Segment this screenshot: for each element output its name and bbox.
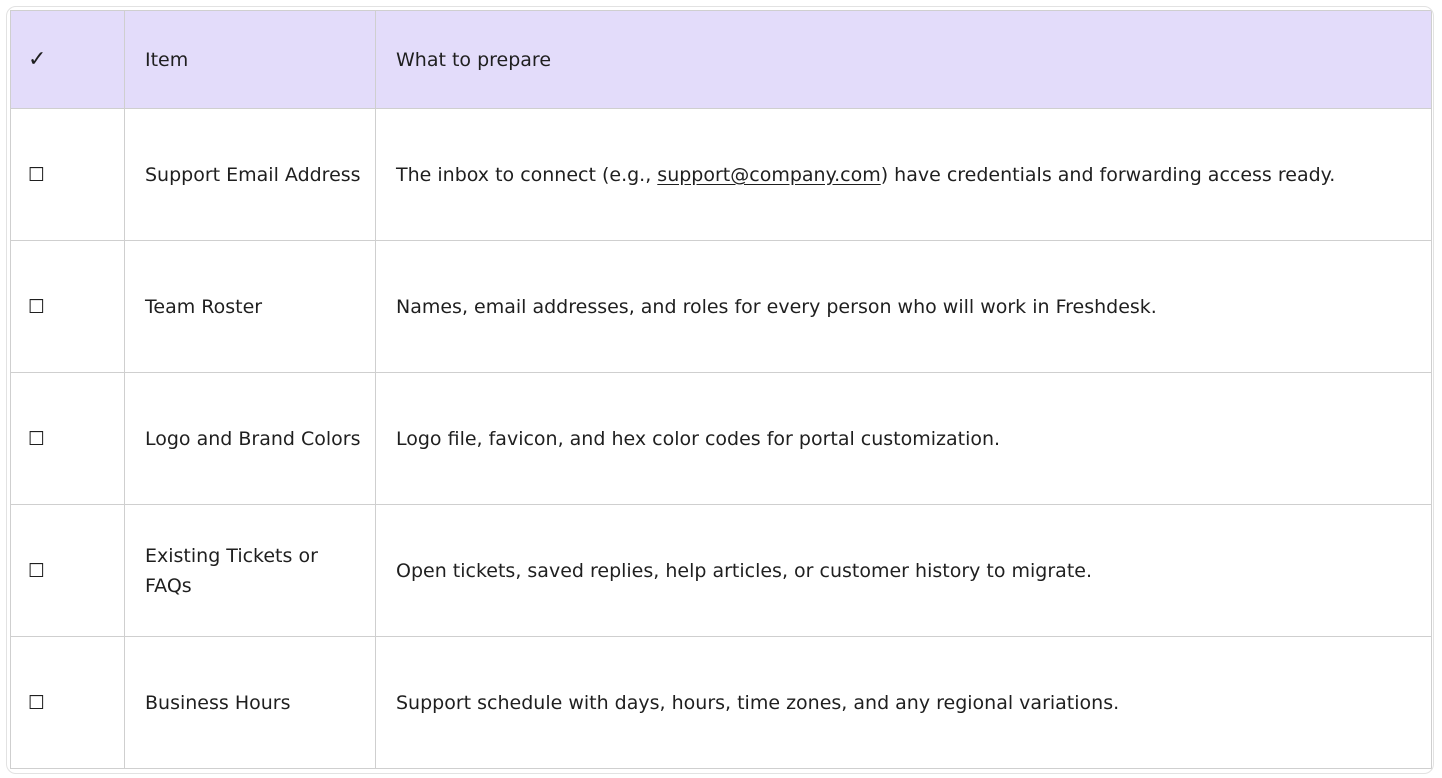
table-row (11, 109, 1432, 241)
table-header (11, 11, 1432, 109)
checkbox-cell (11, 241, 125, 373)
checkbox-cell (11, 109, 125, 241)
prepare-text-after: ) have credentials and forwarding access ready. (880, 163, 1336, 186)
table-row (11, 505, 1432, 637)
checklist-container (6, 6, 1434, 774)
item-cell: Business Hours (125, 637, 376, 769)
header-item-column: Item (125, 11, 376, 109)
checkbox-team-roster[interactable]: ☐ (28, 295, 46, 318)
prepare-cell: Support schedule with days, hours, time zones, and any regional variations. (376, 637, 1432, 769)
prepare-cell: Names, email addresses, and roles for every person who will work in Freshdesk. (376, 241, 1432, 373)
checkbox-logo-brand[interactable]: ☐ (28, 427, 46, 450)
checkbox-cell (11, 505, 125, 637)
header-row (11, 11, 1432, 109)
checkbox-business-hours[interactable]: ☐ (28, 691, 46, 714)
header-prepare-column: What to prepare (376, 11, 1432, 109)
checkbox-cell (11, 637, 125, 769)
table-row (11, 637, 1432, 769)
header-check-column (11, 11, 125, 109)
prepare-text-before: The inbox to connect (e.g., (396, 163, 658, 186)
support-email-link[interactable]: support@company.com (657, 163, 881, 186)
table-body (11, 109, 1432, 769)
table-row (11, 373, 1432, 505)
prepare-cell: Logo file, favicon, and hex color codes for portal customization. (376, 373, 1432, 505)
checkbox-support-email[interactable]: ☐ (28, 163, 46, 186)
checkbox-existing-tickets[interactable]: ☐ (28, 559, 46, 582)
item-cell: Existing Tickets or FAQs (125, 505, 376, 637)
item-cell: Logo and Brand Colors (125, 373, 376, 505)
preparation-checklist-table (10, 10, 1432, 769)
prepare-cell: Open tickets, saved replies, help articles, or customer history to migrate. (376, 505, 1432, 637)
item-cell: Team Roster (125, 241, 376, 373)
checkbox-cell (11, 373, 125, 505)
prepare-cell (376, 109, 1432, 241)
checkmark-icon: ✓ (28, 46, 47, 72)
item-cell: Support Email Address (125, 109, 376, 241)
table-row (11, 241, 1432, 373)
